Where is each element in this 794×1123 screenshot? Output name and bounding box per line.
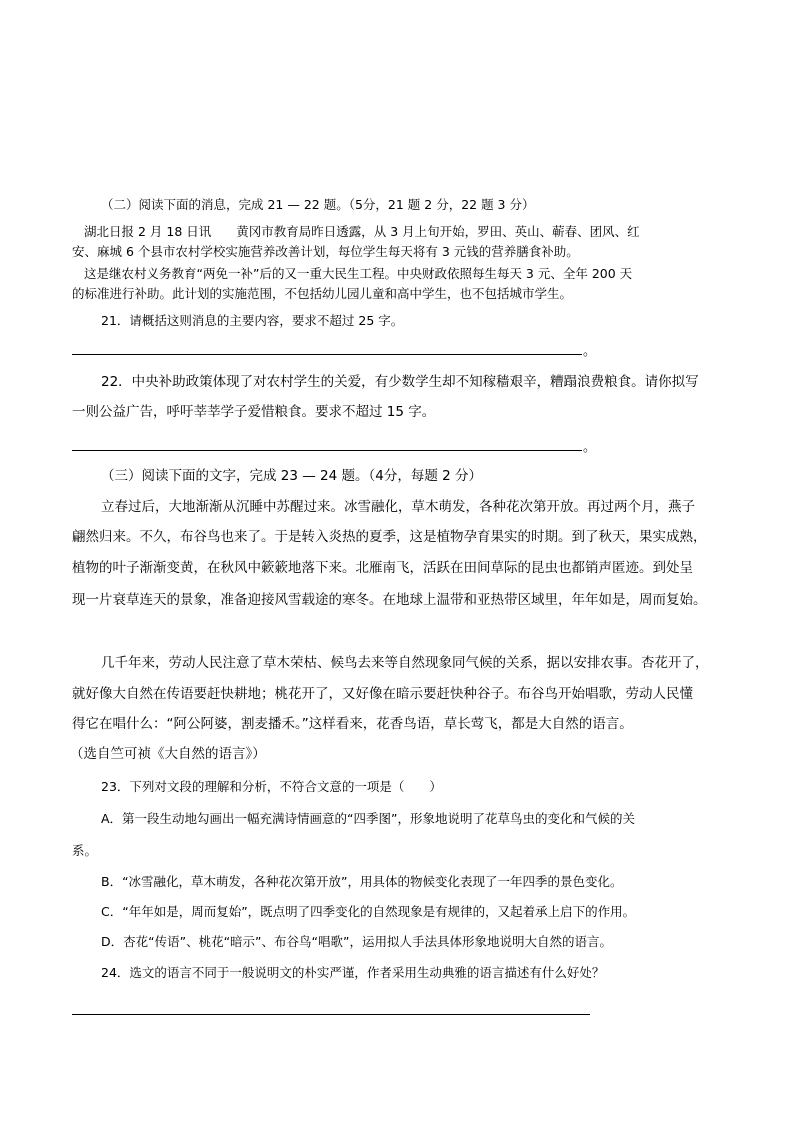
question-24: 24．选文的语言不同于一般说明文的朴实严谨，作者采用生动典雅的语言描述有什么好处？	[101, 965, 605, 980]
answer-line-21-period: 。	[583, 344, 597, 359]
para1-line-2: 翩然归来。不久，布谷鸟也来了。于是转入炎热的夏季，这是植物孕育果实的时期。到了秋天，果实成熟，	[72, 529, 707, 545]
news-line-3: 这是继农村义务教育“两免一补”后的又一重大民生工程。中央财政依照每生每天 3 元、全年 200 天	[84, 266, 633, 281]
answer-line-24[interactable]	[72, 1014, 590, 1015]
section2-header: （二）阅读下面的消息，完成 21 — 22 题。（5分，21 题 2 分，22 题 3 分）	[101, 197, 535, 212]
q23-option-b[interactable]: B．“冰雪融化，草木萌发，各种花次第开放”，用具体的物候变化表现了一年四季的景色变化。	[101, 874, 623, 889]
answer-line-21[interactable]	[72, 354, 582, 355]
answer-line-22-period: 。	[583, 440, 597, 455]
para2-line-1: 几千年来，劳动人民注意了草木荣枯、候鸟去来等自然现象同气候的关系，据以安排农事。杏花开了，	[101, 655, 709, 671]
para1-line-1: 立春过后，大地渐渐从沉睡中苏醒过来。冰雪融化，草木萌发，各种花次第开放。再过两个月，燕子	[101, 499, 695, 515]
question-23: 23．下列对文段的理解和分析，不符合文意的一项是（ ）	[101, 779, 442, 794]
news-line-4: 的标准进行补助。此计划的实施范围，不包括幼儿园儿童和高中学生，也不包括城市学生。	[72, 286, 573, 301]
q23-option-d[interactable]: D．杏花“传语”、桃花“暗示”、布谷鸟“唱歌”，运用拟人手法具体形象地说明大自然的语言。	[101, 934, 612, 949]
q23-option-a-line-2: 系。	[72, 843, 98, 858]
para1-line-3: 植物的叶子渐渐变黄，在秋风中簌簌地落下来。北雁南飞，活跃在田间草际的昆虫也都销声匿迹。到处呈	[72, 560, 693, 576]
question-22-line-2: 一则公益广告，呼吁莘莘学子爱惜粮食。要求不超过 15 字。	[72, 404, 436, 420]
news-line-1: 湖北日报 2 月 18 日讯 黄冈市教育局昨日透露，从 3 月上旬开始，罗田、英山、蕲春、团风、红	[84, 224, 640, 239]
question-22-line-1: 22．中央补助政策体现了对农村学生的关爱，有少数学生却不知稼穑艰辛，糟蹋浪费粮食。请你拟写	[101, 374, 699, 390]
para1-line-4: 现一片衰草连天的景象，准备迎接风雪载途的寒冬。在地球上温带和亚热带区域里，年年如是，周而复始。	[72, 592, 707, 608]
para2-line-2: 就好像大自然在传语要赶快耕地；桃花开了，又好像在暗示要赶快种谷子。布谷鸟开始唱歌，劳动人民懂	[72, 686, 693, 702]
question-21: 21．请概括这则消息的主要内容，要求不超过 25 字。	[101, 313, 404, 328]
section3-header: （三）阅读下面的文字，完成 23 — 24 题。（4分，每题 2 分）	[101, 468, 483, 484]
para2-line-3: 得它在唱什么：“阿公阿婆，割麦播禾。”这样看来，花香鸟语，草长莺飞，都是大自然的语言。	[72, 716, 633, 732]
source-citation: （选自竺可祯《大自然的语言》）	[70, 746, 266, 762]
q23-option-a-line-1[interactable]: A．第一段生动地勾画出一幅充满诗情画意的“四季图”，形象地说明了花草鸟虫的变化和气候的关	[101, 811, 636, 826]
answer-line-22[interactable]	[72, 450, 582, 451]
news-line-2: 安、麻城 6 个县市农村学校实施营养改善计划，每位学生每天将有 3 元钱的营养膳食补助。	[72, 244, 579, 259]
q23-option-c[interactable]: C．“年年如是，周而复始”，既点明了四季变化的自然现象是有规律的，又起着承上启下的作用。	[101, 904, 636, 919]
